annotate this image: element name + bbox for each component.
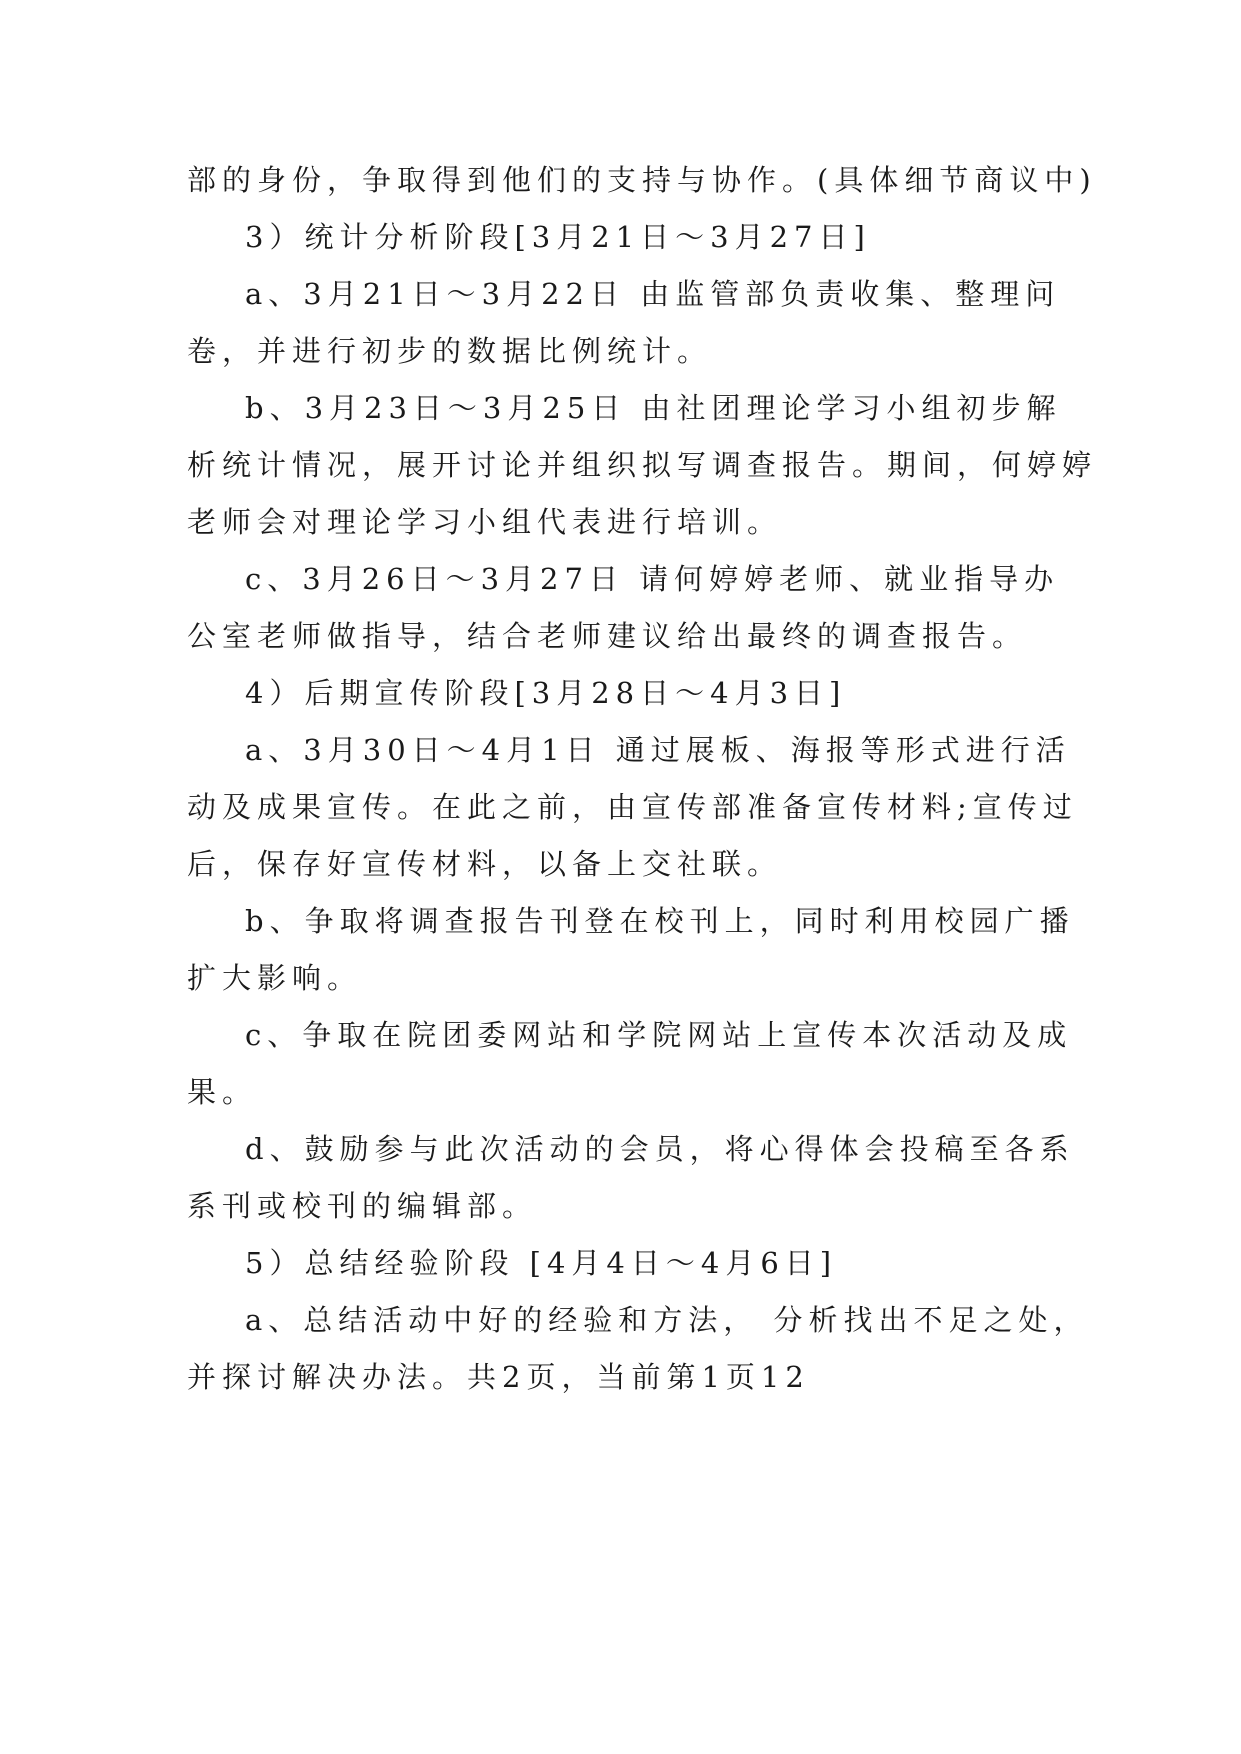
- text-line: a、3月30日～4月1日 通过展板、海报等形式进行活: [245, 733, 1071, 767]
- text-line: 卷，并进行初步的数据比例统计。: [187, 334, 713, 368]
- section-heading: 5）总结经验阶段 [4月4日～4月6日]: [245, 1246, 838, 1280]
- text-line: c、3月26日～3月27日 请何婷婷老师、就业指导办: [245, 562, 1060, 596]
- text-line: c、争取在院团委网站和学院网站上宣传本次活动及成: [245, 1018, 1073, 1052]
- text-line: 系刊或校刊的编辑部。: [187, 1189, 538, 1223]
- text-line: 果。: [187, 1075, 258, 1109]
- section-heading: 3）统计分析阶段[3月21日～3月27日]: [245, 220, 871, 254]
- text-line: 公室老师做指导，结合老师建议给出最终的调查报告。: [187, 619, 1028, 653]
- text-line: a、3月21日～3月22日 由监管部负责收集、整理问: [245, 277, 1061, 311]
- text-line: b、争取将调查报告刊登在校刊上，同时利用校园广播: [245, 904, 1075, 938]
- text-line: b、3月23日～3月25日 由社团理论学习小组初步解: [245, 391, 1062, 425]
- text-line: 扩大影响。: [187, 961, 363, 995]
- text-line: a、总结活动中好的经验和方法， 分析找出不足之处，: [245, 1303, 1089, 1337]
- text-line: d、鼓励参与此次活动的会员，将心得体会投稿至各系: [245, 1132, 1075, 1166]
- text-line: 析统计情况，展开讨论并组织拟写调查报告。期间，何婷婷: [187, 448, 1098, 482]
- text-line: 动及成果宣传。在此之前，由宣传部准备宣传材料;宣传过: [187, 790, 1078, 824]
- text-line: 老师会对理论学习小组代表进行培训。: [187, 505, 783, 539]
- page-footer-line: 并探讨解决办法。共2页，当前第1页12: [187, 1360, 810, 1394]
- text-line: 后，保存好宣传材料，以备上交社联。: [187, 847, 783, 881]
- section-heading: 4）后期宣传阶段[3月28日～4月3日]: [245, 676, 847, 710]
- text-line: 部的身份，争取得到他们的支持与协作。(具体细节商议中): [187, 163, 1097, 197]
